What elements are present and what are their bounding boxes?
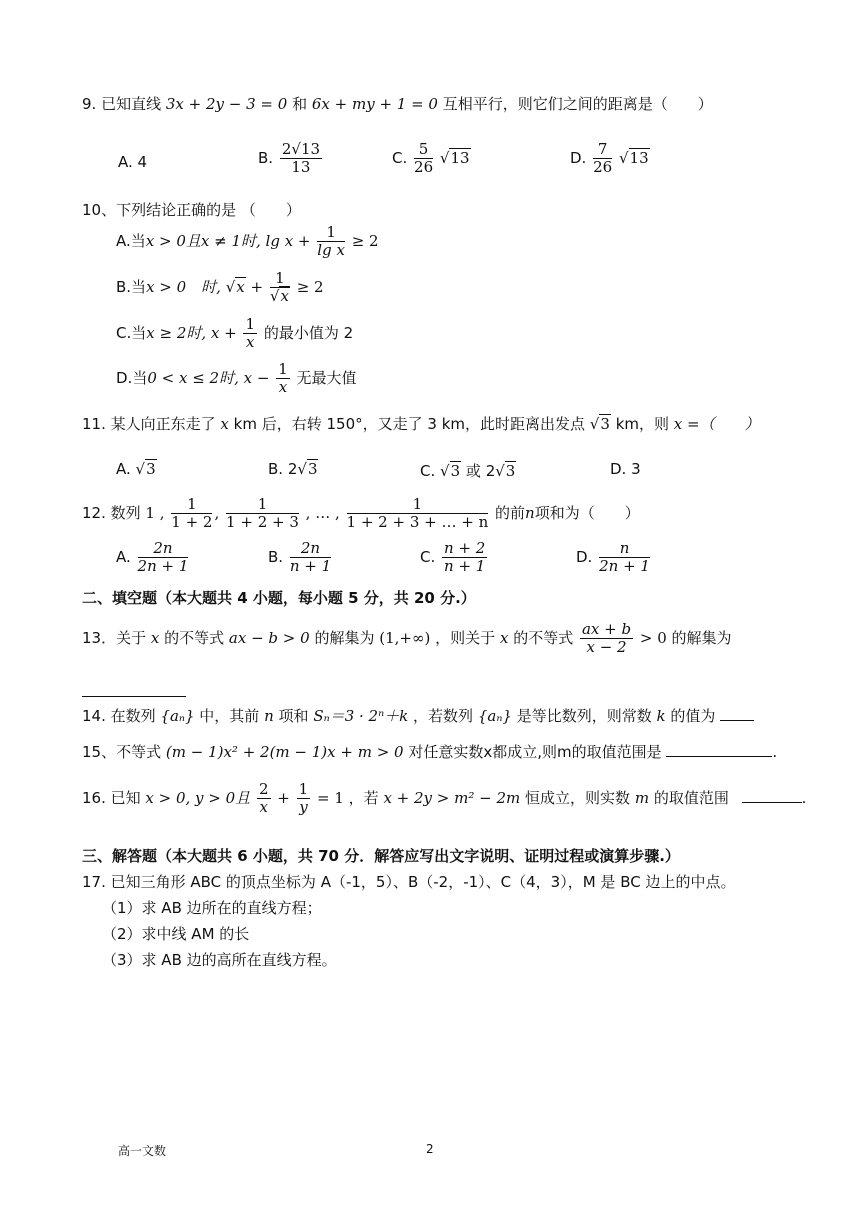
q10-c-condition: x ≥ 2时, x +	[146, 324, 237, 342]
q10-c-tail: 的最小值为 2	[263, 324, 354, 342]
q11-choice-a	[116, 460, 157, 478]
q11-c-radicand1: 3	[450, 462, 461, 480]
q16-plus: +	[277, 789, 290, 807]
q10-c-numerator: 1	[245, 315, 256, 333]
q9-text: 9. 已知直线	[82, 95, 162, 113]
question-11-stem	[82, 414, 760, 434]
q12-a-fraction	[138, 540, 189, 575]
q10-b-tail: ≥ 2	[296, 278, 324, 296]
q10-c-denominator: x	[246, 333, 255, 351]
q9-choice-a-text: A. 4	[118, 153, 148, 171]
q17-part-3-text: （3）求 AB 边的高所在直线方程。	[102, 951, 337, 969]
q12-d-fraction	[599, 540, 650, 575]
q11-radicand: 3	[600, 415, 610, 433]
q12-d-numerator: n	[599, 540, 650, 558]
q16-f1-numerator: 2	[258, 780, 269, 798]
q16-eq: = 1	[316, 789, 344, 807]
q14-sum-formula: Sₙ＝3 · 2ⁿ＋k	[313, 707, 409, 725]
q10-c-label: C.当	[116, 324, 147, 342]
q14-n: n	[264, 707, 274, 725]
q9-d-numerator: 7	[593, 141, 612, 159]
q12-dots: , … ,	[305, 504, 340, 522]
q12-b-denominator: n + 1	[289, 557, 332, 575]
q16-fraction1	[257, 781, 271, 816]
q10-d-fraction	[276, 361, 290, 396]
q14-text-e: 是等比数列，则常数	[516, 707, 652, 725]
q10-d-denominator: x	[278, 378, 288, 396]
q11-choice-c	[420, 460, 516, 481]
q13-denominator: x − 2	[586, 638, 627, 656]
q17-text: 17. 已知三角形 ABC 的顶点坐标为 A（-1，5）、B（-2，-1）、C（4，3），M 是 BC 边上的中点。	[82, 873, 736, 891]
q17-part-2-text: （2）求中线 AM 的长	[102, 925, 250, 943]
q10-b-radicand: x	[236, 278, 245, 296]
q9-choice-c-label: C.	[392, 149, 408, 167]
q13-inequality: ax − b > 0	[228, 629, 310, 647]
q9-text-and: 和	[292, 95, 308, 113]
q14-text-c: 项和	[278, 707, 309, 725]
q10-d-numerator: 1	[278, 360, 288, 378]
q10-choice-c	[116, 316, 353, 351]
q16-answer-blank[interactable]	[742, 788, 802, 803]
q13-x2: x	[499, 629, 509, 647]
q11-b-label: B. 2	[268, 460, 298, 478]
q9-c-sqrt: √13	[439, 149, 470, 167]
q9-c-denominator: 26	[414, 158, 434, 176]
question-14-stem	[82, 706, 754, 726]
q13-text-d: ，则关于	[435, 629, 496, 647]
q10-d-condition: 0 < x ≤ 2时, x −	[147, 369, 270, 387]
q9-text-tail: 互相平行，则它们之间的距离是（ ）	[442, 95, 713, 113]
q12-fraction3	[347, 496, 489, 531]
q9-b-denominator: 13	[291, 158, 311, 176]
q10-a-label: A.当	[116, 232, 146, 250]
q11-c-sqrt2: √3	[495, 462, 516, 480]
q12-a-denominator: 2n + 1	[137, 557, 189, 575]
q14-text-b: 中，其前	[199, 707, 260, 725]
q16-text-b: ，若	[348, 789, 379, 807]
q9-b-numerator: 2√13	[281, 140, 321, 158]
q12-fraction2	[226, 496, 299, 531]
q16-condition: x > 0, y > 0且	[145, 789, 251, 807]
q10-a-tail: ≥ 2	[351, 232, 379, 250]
q12-f2-numerator: 1	[226, 496, 299, 514]
q9-c-radicand: 13	[450, 149, 470, 167]
q10-text: 10、下列结论正确的是 （ ）	[82, 201, 301, 219]
q12-b-numerator: 2n	[290, 540, 331, 558]
q9-d-denominator: 26	[593, 158, 613, 176]
question-17-part-2	[102, 924, 249, 944]
q9-choice-c-fraction	[414, 141, 433, 176]
question-9-stem	[82, 94, 713, 114]
q12-term1: 1 ,	[145, 504, 165, 522]
q11-a-label: A.	[116, 460, 131, 478]
q11-text-c: km，则	[615, 415, 669, 433]
q9-choice-d-label: D.	[570, 149, 587, 167]
q13-solution-set: (1,+∞)	[379, 629, 431, 647]
q14-text-a: 14. 在数列	[82, 707, 156, 725]
q11-c-sqrt1: √3	[440, 462, 461, 480]
q9-choice-c	[392, 141, 471, 176]
q12-f2-denominator: 1 + 2 + 3	[226, 513, 299, 531]
q12-f1-denominator: 1 + 2	[171, 513, 213, 531]
question-17-part-1	[102, 898, 322, 918]
q12-fraction1	[171, 496, 212, 531]
q16-text-a: 16. 已知	[82, 789, 141, 807]
section-2-title: 二、填空题（本大题共 4 小题，每小题 5 分，共 20 分.）	[82, 589, 476, 607]
q12-text-c: 项和为（ ）	[534, 504, 640, 522]
page-number	[426, 1142, 434, 1156]
q12-c-denominator: n + 1	[444, 557, 486, 575]
q10-b-sqrt: √x	[225, 278, 245, 296]
q9-d-radicand: 13	[629, 149, 649, 167]
section-3-title: 三、解答题（本大题共 6 小题，共 70 分．解答应写出文字说明、证明过程或演算步骤.）	[82, 847, 680, 865]
q10-b-condition: x > 0 时,	[146, 278, 221, 296]
q14-k: k	[656, 707, 666, 725]
q11-b-radicand: 3	[307, 460, 318, 478]
q11-b-sqrt: √3	[297, 460, 318, 478]
q16-inequality: x + 2y > m² − 2m	[383, 789, 521, 807]
page-number-text: 2	[426, 1142, 434, 1156]
q12-f1-numerator: 1	[171, 496, 212, 514]
q12-n: n	[525, 504, 535, 522]
q12-choice-a	[116, 540, 190, 575]
q14-text-f: 的值为	[670, 707, 716, 725]
q12-c-label: C.	[420, 548, 436, 566]
q16-fraction2	[297, 781, 311, 816]
q12-choice-c	[420, 540, 489, 575]
q12-c-fraction	[442, 540, 487, 575]
q13-x1: x	[150, 629, 160, 647]
section-3-header	[82, 846, 680, 866]
q10-b-numerator: 1	[270, 270, 290, 288]
q13-numerator: ax + b	[581, 620, 632, 638]
q12-b-label: B.	[268, 548, 284, 566]
q9-choice-d	[570, 141, 650, 176]
q10-a-fraction	[317, 224, 345, 259]
q11-c-radicand2: 3	[505, 462, 516, 480]
q10-a-denominator: lg x	[317, 241, 345, 259]
q12-a-numerator: 2n	[138, 540, 189, 558]
q11-text-d: x =（ ）	[673, 415, 760, 433]
q15-text-b: 对任意实数x都成立,则m的取值范围是	[408, 743, 662, 761]
question-17-stem	[82, 872, 735, 892]
question-16-stem	[82, 778, 806, 818]
q11-text-a: 11. 某人向正东走了	[82, 415, 216, 433]
q16-f2-numerator: 1	[298, 780, 309, 798]
q12-text-b: 的前	[495, 504, 526, 522]
question-10-stem	[82, 200, 301, 220]
q12-b-fraction	[290, 540, 331, 575]
q9-line2-equation: 6x + my + 1 = 0	[311, 95, 438, 113]
q16-m: m	[634, 789, 650, 807]
q10-b-label: B.当	[116, 278, 147, 296]
q16-text-d: 的取值范围	[653, 789, 729, 807]
q12-f3-numerator: 1	[347, 496, 489, 514]
q13-gt-zero: > 0	[639, 629, 667, 647]
q10-b-fraction	[270, 270, 290, 305]
q9-choice-b-fraction	[280, 141, 322, 176]
q10-d-tail: 无最大值	[296, 369, 357, 387]
q14-answer-blank[interactable]	[720, 706, 754, 721]
q13-text-e: 的不等式	[513, 629, 574, 647]
q10-choice-a	[116, 224, 379, 259]
q10-choice-b	[116, 270, 324, 305]
q15-answer-blank[interactable]	[666, 742, 772, 757]
q15-end: .	[772, 743, 778, 761]
q9-choice-d-fraction	[593, 141, 612, 176]
q12-f3-denominator: 1 + 2 + 3 + … + n	[346, 513, 489, 531]
q11-choice-d	[610, 460, 641, 478]
q12-c-numerator: n + 2	[444, 539, 486, 557]
q10-c-fraction	[243, 316, 257, 351]
q10-b-den-sqrt: √x	[269, 287, 289, 305]
q9-choice-b-label: B.	[258, 149, 274, 167]
q9-choice-a	[118, 153, 147, 171]
q9-d-sqrt: √13	[618, 149, 649, 167]
q10-d-label: D.当	[116, 369, 148, 387]
footer-course-label	[118, 1142, 166, 1159]
q13-fraction	[580, 621, 633, 656]
q9-line1-equation: 3x + 2y − 3 = 0	[165, 95, 288, 113]
q13-text-b: 的不等式	[164, 629, 225, 647]
q12-d-denominator: 2n + 1	[599, 557, 650, 575]
q11-c-label: C.	[420, 462, 436, 480]
q11-x: x	[220, 415, 229, 433]
q13-text-f: 的解集为	[671, 629, 732, 647]
q11-sqrt: √3	[589, 415, 610, 433]
q16-end: .	[801, 789, 807, 807]
q12-a-label: A.	[116, 548, 131, 566]
q10-choice-d	[116, 361, 357, 396]
q12-d-label: D.	[576, 548, 593, 566]
question-12-stem: 12. 数列 1 , $\frac{1}{1 + 2}$ , $\frac{1}{1 + 2 + 3}$ , … , $\frac{1}{1 + 2 + 3 + \dots + n}$ 的前n项和为（ ）	[82, 495, 640, 531]
q16-f1-denominator: x	[259, 798, 268, 816]
question-17-part-3	[102, 950, 337, 970]
q16-f2-denominator: y	[299, 798, 308, 816]
q11-a-radicand: 3	[146, 460, 156, 478]
question-13-stem	[82, 618, 732, 658]
q11-choice-b	[268, 460, 318, 478]
q13-text-c: 的解集为	[314, 629, 375, 647]
question-15-stem	[82, 742, 777, 762]
section-2-header	[82, 588, 476, 608]
q14-sequence-2: {aₙ}	[477, 707, 512, 725]
q12-text-a: 12. 数列	[82, 504, 141, 522]
q11-d-text: D. 3	[610, 460, 641, 478]
q12-choice-b	[268, 540, 333, 575]
q13-answer-blank[interactable]	[82, 680, 186, 697]
q11-a-sqrt: √3	[135, 460, 156, 478]
footer-course-text: 高一文数	[118, 1144, 167, 1158]
q15-text-a: 15、不等式	[82, 743, 162, 761]
q15-inequality: (m − 1)x² + 2(m − 1)x + m > 0	[165, 743, 404, 761]
q11-text-b: km 后，右转 150°，又走了 3 km，此时距离出发点	[233, 415, 586, 433]
q16-text-c: 恒成立，则实数	[525, 789, 631, 807]
q14-sequence: {aₙ}	[160, 707, 195, 725]
q9-choice-b	[258, 141, 324, 176]
q10-a-numerator: 1	[317, 224, 345, 242]
q11-c-or: 或 2	[465, 462, 496, 480]
q17-part-1-text: （1）求 AB 边所在的直线方程；	[102, 899, 322, 917]
q10-b-plus: +	[250, 278, 264, 296]
q14-text-d: ，若数列	[413, 707, 474, 725]
q10-b-den-radicand: x	[280, 287, 289, 305]
q10-a-condition: x > 0且x ≠ 1时, lg x +	[145, 232, 311, 250]
q12-choice-d	[576, 540, 652, 575]
q9-c-numerator: 5	[414, 141, 433, 159]
q13-text-a: 13．关于	[82, 629, 147, 647]
